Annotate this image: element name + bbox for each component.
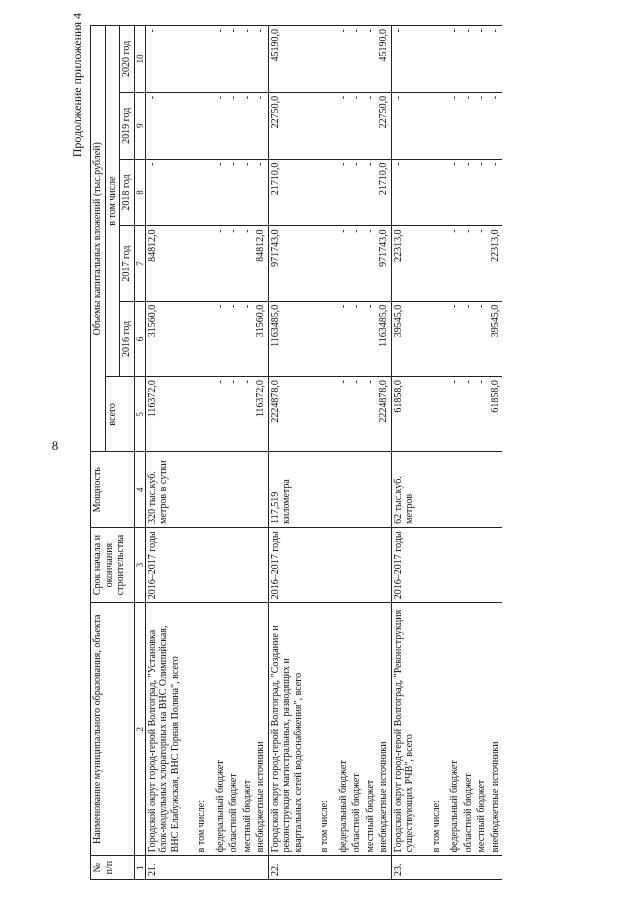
- value-cell: -: [489, 92, 503, 159]
- col-index: 9: [134, 92, 145, 159]
- empty-cell: [377, 452, 391, 527]
- value-cell: -: [364, 26, 378, 93]
- value-cell: -: [364, 92, 378, 159]
- value-cell: 31560,0: [254, 301, 268, 376]
- value-cell: 1163485,0: [268, 301, 305, 376]
- value-cell: -: [350, 26, 364, 93]
- empty-cell: [350, 856, 364, 880]
- value-cell: -: [462, 377, 476, 452]
- value-cell: -: [443, 26, 462, 93]
- empty-cell: [241, 856, 255, 880]
- value-cell: 971743,0: [268, 226, 305, 301]
- object-name: Городской округ город-герой Волгоград, "Установка блок-модульных хлораторных на ВНС Олимпийская, ВНС Елабужская, ВНС Горная Поляна", всего: [145, 603, 182, 856]
- empty-cell: [377, 856, 391, 880]
- value-cell: -: [443, 92, 462, 159]
- empty-cell: [305, 159, 332, 226]
- funding-source-label: федеральный бюджет: [332, 603, 351, 856]
- funding-source-label: федеральный бюджет: [443, 603, 462, 856]
- value-cell: -: [145, 92, 182, 159]
- empty-cell: [209, 527, 228, 602]
- including-row: [182, 26, 209, 880]
- col-index: 1: [134, 856, 145, 880]
- value-cell: -: [462, 26, 476, 93]
- value-cell: -: [332, 26, 351, 93]
- value-cell: 39545,0: [489, 301, 503, 376]
- col-index: 10: [134, 26, 145, 93]
- col-index: 6: [134, 301, 145, 376]
- empty-cell: [462, 452, 476, 527]
- value-cell: -: [350, 377, 364, 452]
- empty-cell: [417, 527, 444, 602]
- table-row: [268, 26, 305, 880]
- col-index: 2: [134, 603, 145, 856]
- empty-cell: [254, 856, 268, 880]
- construction-period: 2016–2017 годы: [268, 527, 305, 602]
- empty-cell: [182, 856, 209, 880]
- funding-source-row: [364, 26, 378, 880]
- empty-cell: [254, 452, 268, 527]
- capacity: 117,519 километра: [268, 452, 305, 527]
- empty-cell: [443, 527, 462, 602]
- empty-cell: [417, 377, 444, 452]
- value-cell: -: [391, 159, 417, 226]
- empty-cell: [417, 159, 444, 226]
- empty-cell: [462, 527, 476, 602]
- empty-cell: [475, 452, 489, 527]
- empty-cell: [332, 856, 351, 880]
- funding-source-row: [377, 26, 391, 880]
- header-year-2016: 2016 год: [120, 301, 135, 376]
- empty-cell: [364, 856, 378, 880]
- value-cell: -: [227, 226, 241, 301]
- value-cell: 61858,0: [489, 377, 503, 452]
- empty-cell: [443, 856, 462, 880]
- table-row: [391, 26, 417, 880]
- value-cell: -: [391, 26, 417, 93]
- row-number: 23.: [391, 856, 417, 880]
- value-cell: -: [241, 226, 255, 301]
- value-cell: 22750,0: [268, 92, 305, 159]
- value-cell: 84812,0: [254, 226, 268, 301]
- value-cell: -: [241, 92, 255, 159]
- funding-source-label: местный бюджет: [364, 603, 378, 856]
- value-cell: -: [332, 92, 351, 159]
- value-cell: -: [443, 301, 462, 376]
- value-cell: 45190,0: [268, 26, 305, 93]
- value-cell: 84812,0: [145, 226, 182, 301]
- col-index: 3: [134, 527, 145, 602]
- header-year-2017: 2017 год: [120, 226, 135, 301]
- funding-source-label: внебюджетные источники: [254, 603, 268, 856]
- funding-source-row: [227, 26, 241, 880]
- empty-cell: [209, 452, 228, 527]
- value-cell: 116372,0: [145, 377, 182, 452]
- value-cell: 971743,0: [377, 226, 391, 301]
- empty-cell: [417, 92, 444, 159]
- empty-cell: [182, 527, 209, 602]
- value-cell: -: [332, 377, 351, 452]
- empty-cell: [305, 452, 332, 527]
- header-capacity: Мощность: [91, 452, 135, 527]
- value-cell: -: [443, 159, 462, 226]
- capacity: 320 тыс.куб. метров в сутки: [145, 452, 182, 527]
- page-number: 8: [51, 438, 59, 453]
- empty-cell: [305, 226, 332, 301]
- empty-cell: [182, 377, 209, 452]
- rotated-page: [70, 5, 610, 880]
- value-cell: -: [364, 226, 378, 301]
- empty-cell: [350, 527, 364, 602]
- empty-cell: [241, 452, 255, 527]
- value-cell: 21710,0: [377, 159, 391, 226]
- value-cell: -: [241, 301, 255, 376]
- including-row: [417, 26, 444, 880]
- header-year-2020: 2020 год: [120, 26, 135, 93]
- empty-cell: [182, 159, 209, 226]
- object-name: Городской округ город-герой Волгоград, "Реконструкция существующих РЧВ", всего: [391, 603, 417, 856]
- funding-source-row: [350, 26, 364, 880]
- column-index-row: [134, 26, 145, 880]
- empty-cell: [254, 527, 268, 602]
- empty-cell: [475, 527, 489, 602]
- including-label: в том числе:: [182, 603, 209, 856]
- empty-cell: [182, 452, 209, 527]
- empty-cell: [305, 856, 332, 880]
- value-cell: -: [209, 26, 228, 93]
- including-row: [305, 26, 332, 880]
- value-cell: 2224878,0: [377, 377, 391, 452]
- value-cell: -: [209, 301, 228, 376]
- value-cell: 1163485,0: [377, 301, 391, 376]
- funding-source-row: [332, 26, 351, 880]
- empty-cell: [462, 856, 476, 880]
- header-year-2018: 2018 год: [120, 159, 135, 226]
- col-index: 8: [134, 159, 145, 226]
- value-cell: 45190,0: [377, 26, 391, 93]
- empty-cell: [227, 452, 241, 527]
- value-cell: -: [227, 92, 241, 159]
- empty-cell: [209, 856, 228, 880]
- empty-cell: [489, 527, 503, 602]
- value-cell: -: [364, 159, 378, 226]
- value-cell: -: [209, 226, 228, 301]
- continuation-title: Продолжение приложения 4: [70, 13, 84, 158]
- value-cell: -: [145, 26, 182, 93]
- value-cell: -: [489, 159, 503, 226]
- empty-cell: [182, 226, 209, 301]
- table-row: [145, 26, 182, 880]
- capacity: 62 тыс.куб. метров: [391, 452, 417, 527]
- value-cell: 22750,0: [377, 92, 391, 159]
- col-index: 4: [134, 452, 145, 527]
- including-label: в том числе:: [417, 603, 444, 856]
- row-number: 22.: [268, 856, 305, 880]
- funding-source-row: [443, 26, 462, 880]
- empty-cell: [182, 26, 209, 93]
- empty-cell: [305, 301, 332, 376]
- empty-cell: [417, 26, 444, 93]
- value-cell: -: [145, 159, 182, 226]
- construction-period: 2016–2017 годы: [391, 527, 417, 602]
- value-cell: -: [475, 26, 489, 93]
- value-cell: -: [475, 92, 489, 159]
- value-cell: -: [209, 92, 228, 159]
- empty-cell: [489, 452, 503, 527]
- value-cell: -: [475, 159, 489, 226]
- header-year-2019: 2019 год: [120, 92, 135, 159]
- funding-source-label: местный бюджет: [475, 603, 489, 856]
- col-index: 5: [134, 377, 145, 452]
- funding-source-label: федеральный бюджет: [209, 603, 228, 856]
- funding-source-label: внебюджетные источники: [377, 603, 391, 856]
- value-cell: -: [350, 92, 364, 159]
- empty-cell: [241, 527, 255, 602]
- empty-cell: [417, 452, 444, 527]
- value-cell: -: [241, 159, 255, 226]
- funding-source-label: областной бюджет: [227, 603, 241, 856]
- value-cell: -: [475, 377, 489, 452]
- value-cell: 2224878,0: [268, 377, 305, 452]
- empty-cell: [417, 856, 444, 880]
- value-cell: 22313,0: [391, 226, 417, 301]
- value-cell: -: [209, 377, 228, 452]
- construction-period: 2016–2017 годы: [145, 527, 182, 602]
- funding-source-row: [462, 26, 476, 880]
- empty-cell: [305, 377, 332, 452]
- value-cell: -: [227, 159, 241, 226]
- empty-cell: [377, 527, 391, 602]
- empty-cell: [332, 452, 351, 527]
- value-cell: -: [462, 159, 476, 226]
- empty-cell: [182, 301, 209, 376]
- value-cell: -: [350, 301, 364, 376]
- value-cell: -: [364, 301, 378, 376]
- funding-source-row: [241, 26, 255, 880]
- funding-source-row: [475, 26, 489, 880]
- funding-source-row: [254, 26, 268, 880]
- value-cell: -: [241, 26, 255, 93]
- funding-source-row: [209, 26, 228, 880]
- value-cell: -: [443, 226, 462, 301]
- empty-cell: [182, 92, 209, 159]
- value-cell: -: [227, 301, 241, 376]
- value-cell: 61858,0: [391, 377, 417, 452]
- including-label: в том числе:: [305, 603, 332, 856]
- col-index: 7: [134, 226, 145, 301]
- funding-source-label: внебюджетные источники: [489, 603, 503, 856]
- empty-cell: [305, 26, 332, 93]
- header-volume: Объемы капитальных вложений (тыс.рублей): [91, 26, 106, 453]
- value-cell: 21710,0: [268, 159, 305, 226]
- empty-cell: [227, 527, 241, 602]
- capital-investment-table: [90, 25, 502, 880]
- funding-source-label: областной бюджет: [462, 603, 476, 856]
- value-cell: 116372,0: [254, 377, 268, 452]
- header-name: Наименование муниципального образования, объекта: [91, 603, 135, 856]
- value-cell: -: [254, 26, 268, 93]
- header-including: в том числе: [105, 26, 120, 377]
- empty-cell: [489, 856, 503, 880]
- empty-cell: [332, 527, 351, 602]
- value-cell: -: [462, 301, 476, 376]
- value-cell: -: [364, 377, 378, 452]
- value-cell: -: [254, 92, 268, 159]
- empty-cell: [417, 226, 444, 301]
- header-num: № п/п: [91, 856, 135, 880]
- empty-cell: [475, 856, 489, 880]
- value-cell: -: [462, 92, 476, 159]
- table-body: [145, 26, 502, 880]
- object-name: Городской округ город-герой Волгоград, "Создание и реконструкция магистральных, разводящих и квартальных сетей водоснабжения", всего: [268, 603, 305, 856]
- value-cell: -: [350, 226, 364, 301]
- value-cell: -: [332, 226, 351, 301]
- empty-cell: [350, 452, 364, 527]
- value-cell: -: [462, 226, 476, 301]
- value-cell: -: [254, 159, 268, 226]
- funding-source-label: областной бюджет: [350, 603, 364, 856]
- empty-cell: [364, 527, 378, 602]
- value-cell: 31560,0: [145, 301, 182, 376]
- value-cell: -: [350, 159, 364, 226]
- value-cell: -: [489, 26, 503, 93]
- empty-cell: [443, 452, 462, 527]
- value-cell: -: [443, 377, 462, 452]
- empty-cell: [305, 527, 332, 602]
- value-cell: -: [475, 301, 489, 376]
- funding-source-row: [489, 26, 503, 880]
- value-cell: -: [209, 159, 228, 226]
- empty-cell: [227, 856, 241, 880]
- row-number: 21.: [145, 856, 182, 880]
- header-total: всего: [105, 377, 134, 452]
- header-period: Срок начала и окончания строительства: [91, 527, 135, 602]
- value-cell: -: [332, 301, 351, 376]
- empty-cell: [305, 92, 332, 159]
- value-cell: -: [227, 377, 241, 452]
- value-cell: -: [475, 226, 489, 301]
- value-cell: -: [241, 377, 255, 452]
- value-cell: -: [227, 26, 241, 93]
- empty-cell: [364, 452, 378, 527]
- value-cell: -: [391, 92, 417, 159]
- funding-source-label: местный бюджет: [241, 603, 255, 856]
- value-cell: -: [332, 159, 351, 226]
- value-cell: 22313,0: [489, 226, 503, 301]
- value-cell: 39545,0: [391, 301, 417, 376]
- empty-cell: [417, 301, 444, 376]
